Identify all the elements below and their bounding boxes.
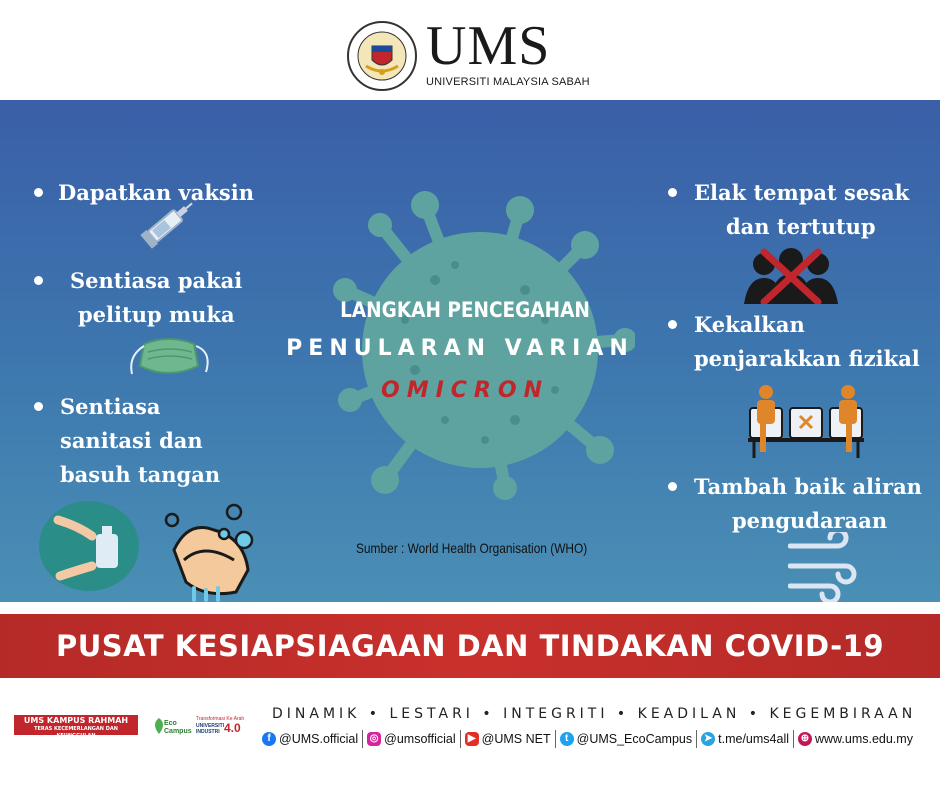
social-links	[258, 730, 917, 748]
social-label: @UMS.official	[279, 732, 359, 746]
syringe-icon	[138, 196, 200, 252]
social-youtube[interactable]	[461, 732, 555, 746]
bullet	[668, 482, 677, 491]
tip-crowd-line2: dan tertutup	[726, 214, 876, 239]
web-icon: ⊕	[798, 732, 812, 746]
facebook-icon: f	[262, 732, 276, 746]
header	[0, 0, 940, 100]
bullet	[34, 276, 43, 285]
virus-icon	[325, 170, 635, 500]
social-facebook[interactable]	[258, 732, 362, 746]
bullet	[34, 188, 43, 197]
title-omicron: OMICRON	[381, 378, 549, 403]
social-telegram[interactable]	[697, 732, 793, 746]
tip-ventilation-line2: pengudaraan	[732, 508, 888, 533]
social-distancing-icon	[748, 382, 866, 460]
universiti-industri-logo	[196, 716, 246, 738]
logo1-subtitle: TERAS KECEMERLANGAN DAN KEUNGGULAN	[34, 726, 118, 739]
eco-campus-text: Eco Campus	[164, 720, 192, 735]
banner	[0, 614, 940, 678]
logo3-number: 4.0	[224, 721, 241, 735]
main-panel	[0, 100, 940, 602]
twitter-icon: t	[560, 732, 574, 746]
tip-crowd-line1: Elak tempat sesak	[694, 180, 910, 205]
social-label: @UMS_EcoCampus	[576, 732, 693, 746]
social-twitter[interactable]	[556, 732, 697, 746]
tip-sanitise-line1: Sentiasa	[60, 394, 161, 419]
tip-ventilation-line1: Tambah baik aliran	[694, 474, 922, 499]
telegram-icon: ➤	[701, 732, 715, 746]
bullet	[34, 402, 43, 411]
face-mask-icon	[126, 326, 212, 382]
social-label: @umsofficial	[384, 732, 456, 746]
youtube-icon: ▶	[465, 732, 479, 746]
social-website[interactable]	[794, 732, 917, 746]
social-label: www.ums.edu.my	[815, 732, 913, 746]
tip-mask-line2: pelitup muka	[78, 302, 235, 327]
ums-kampus-rahmah-logo	[14, 715, 138, 739]
social-label: t.me/ums4all	[718, 732, 789, 746]
tip-sanitise-line3: basuh tangan	[60, 462, 221, 487]
wind-icon	[788, 532, 860, 602]
ums-seal-icon	[346, 20, 418, 92]
tip-sanitise-line2: sanitasi dan	[60, 428, 203, 453]
source-text: Sumber : World Health Organisation (WHO)	[356, 540, 588, 556]
logo1-title: UMS KAMPUS RAHMAH	[23, 716, 129, 725]
ums-logo-text: UMS	[426, 15, 551, 77]
title-line1: LANGKAH PENCEGAHAN	[340, 298, 590, 322]
no-crowd-icon	[742, 246, 840, 304]
tip-mask-line1: Sentiasa pakai	[70, 268, 243, 293]
logo3-line2: UNIVERSITI INDUSTRI	[196, 723, 225, 735]
logo3-line1: Transformasi Ke Arah	[196, 716, 245, 722]
bullet	[668, 320, 677, 329]
bullet	[668, 188, 677, 197]
social-instagram[interactable]	[363, 732, 460, 746]
tip-distance-line1: Kekalkan	[694, 312, 805, 337]
eco-campus-logo	[152, 716, 190, 738]
ums-logo-subtitle: UNIVERSITI MALAYSIA SABAH	[426, 76, 590, 88]
tip-distance-line2: penjarakkan fizikal	[694, 346, 920, 371]
hand-sanitizer-icon	[38, 500, 140, 592]
core-values: DINAMIK • LESTARI • INTEGRITI • KEADILAN • KEGEMBIRAAN	[272, 706, 917, 722]
title-line2: PENULARAN VARIAN	[286, 336, 634, 361]
social-label: @UMS NET	[481, 732, 551, 746]
tip-vaccine: Dapatkan vaksin	[58, 180, 254, 205]
hand-washing-icon	[154, 500, 258, 602]
banner-text: PUSAT KESIAPSIAGAAN DAN TINDAKAN COVID-19	[55, 629, 884, 663]
instagram-icon: ◎	[367, 732, 381, 746]
